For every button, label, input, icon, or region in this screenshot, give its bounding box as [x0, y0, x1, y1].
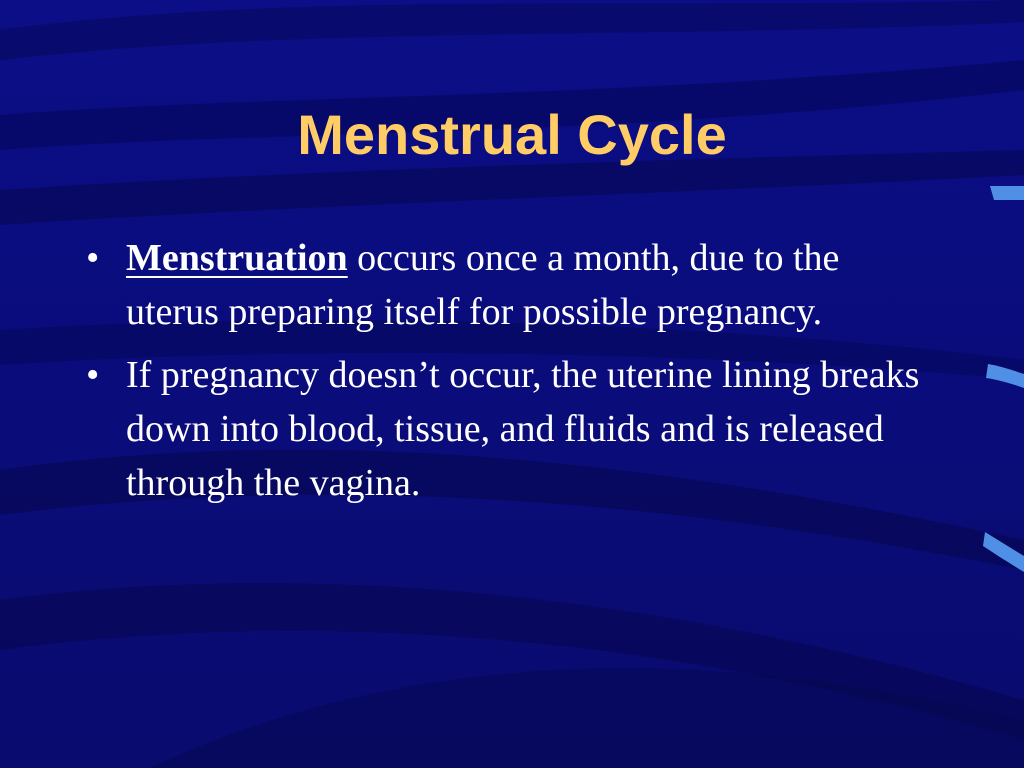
bullet-item-lining — [86, 348, 936, 510]
bullet-icon: • — [86, 354, 100, 396]
bullet-item-menstruation — [86, 231, 936, 339]
bullet-icon: • — [86, 237, 100, 279]
slide-title: Menstrual Cycle — [297, 103, 727, 166]
key-term: Menstruation — [126, 237, 348, 279]
bullet-text: If pregnancy doesn’t occur, the uterine lining breaks down into blood, tissue, and fluids and is released through the vagina. — [126, 354, 920, 504]
dark-band-top — [0, 0, 1024, 60]
bullet-list — [86, 231, 936, 519]
bullet-text: occurs once a month, due to the uterus preparing itself for possible pregnancy. — [126, 237, 840, 333]
accent-swoosh-1 — [990, 186, 1024, 200]
